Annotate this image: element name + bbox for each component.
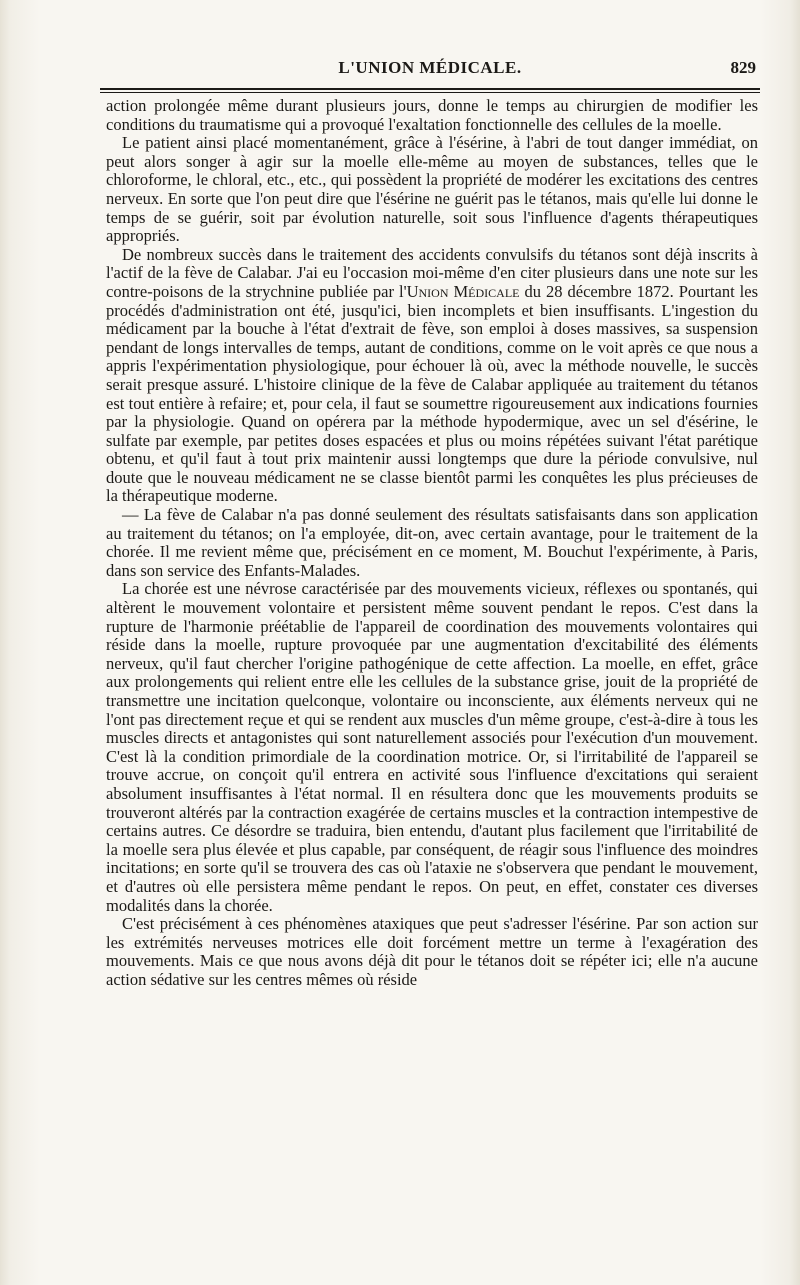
paragraph: — La fève de Calabar n'a pas donné seulement des résultats satisfaisants dans son application au traitement du tétanos; on l'a employée, dit-on, avec certain avantage, pour le traitement de la chorée. Il me revient même que, précisément en ce moment, M. Bouchut l'expérimente, à Paris, dans son service des Enfants-Malades. — [106, 505, 758, 580]
paragraph: C'est précisément à ces phénomènes ataxiques que peut s'adresser l'ésérine. Par son action sur les extrémités nerveuses motrices elle doit forcément mettre un terme à l'exagération des mouvements. Mais ce que nous avons déjà dit pour le tétanos doit se répéter ici; elle n'a aucune action sédative sur les centres mêmes où réside — [106, 914, 758, 989]
page-header — [100, 56, 760, 86]
paragraph: La chorée est une névrose caractérisée par des mouvements vicieux, réflexes ou spontanés, qui altèrent le mouvement volontaire et persistent même souvent pendant le repos. C'est dans la rupture de l'harmonie préétablie de l'appareil de coordination des mouvements volontaires qui réside dans la moelle, rupture provoquée par une augmentation d'excitabilité des éléments nerveux, qu'il faut chercher l'origine pathogénique de cette affection. La moelle, en effet, grâce aux prolongements qui relient entre elle les cellules de la substance grise, jouit de la propriété de transmettre une incitation quelconque, volontaire ou inconsciente, aux éléments nerveux qui ne l'ont pas directement reçue et qui se rendent aux muscles d'un même groupe, c'est-à-dire à tous les muscles directs et antagonistes qui sont naturellement associés pour l'exécution d'un mouvement. C'est là la condition primordiale de la coordination motrice. Or, si l'irritabilité de l'appareil se trouve accrue, on conçoit qu'il entrera en activité sous l'influence d'excitations qui seraient absolument insuffisantes à l'état normal. Il en résultera donc que les mouvements produits se trouveront altérés par la contraction exagérée de certains muscles et la contraction intempestive de certains autres. Ce désordre se traduira, bien entendu, d'autant plus facilement que l'irritabilité de la moelle sera plus élevée et plus capable, par conséquent, de réagir sous l'influence des moindres incitations; en sorte qu'il se trouvera des cas où l'ataxie ne s'observera que pendant le mouvement, et d'autres où elle persistera même pendant le repos. On peut, en effet, constater ces diverses modalités dans la chorée. — [106, 579, 758, 915]
paragraph — [106, 246, 758, 506]
running-title: L'UNION MÉDICALE. — [338, 58, 522, 77]
paragraph: Le patient ainsi placé momentanément, grâce à l'ésérine, à l'abri de tout danger immédiat, on peut alors songer à agir sur la moelle elle-même au moyen de substances, telles que le chloroforme, le chloral, etc., etc., qui possèdent la propriété de modérer les excitations des centres nerveux. En sorte que l'on peut dire que l'ésérine ne guérit pas le tétanos, mais qu'elle lui donne le temps de se guérir, soit par évolution naturelle, soit sous l'influence d'agents thérapeutiques appropriés. — [106, 133, 758, 246]
page-number: 829 — [730, 58, 756, 77]
paragraph: action prolongée même durant plusieurs jours, donne le temps au chirurgien de modifier les conditions du traumatisme qui a provoqué l'exaltation fonctionnelle des cellules de la moelle. — [106, 96, 758, 134]
paragraph-text: De nombreux succès dans le traitement des accidents convulsifs du tétanos sont déjà inscrits à l'actif de la fève de Calabar. J'ai eu l'occasion moi-même d'en citer plusieurs dans une note sur les contre-poisons de la strychnine publiée par l' — [106, 244, 758, 301]
paragraph-text: du 28 décembre 1872. Pourtant les procédés d'administration ont été, jusqu'ici, bien incomplets et bien insuffisants. L'ingestion du médicament par la bouche à l'état d'extrait de fève, son emploi à doses massives, sa suspension pendant de longs intervalles de temps, autant de conditions, comme on le voit après ce que nous a appris l'expérimentation physiologique, pour échouer là où, avec la méthode nouvelle, le succès serait presque assuré. L'histoire clinique de la fève de Calabar appliquée au traitement du tétanos est tout entière à refaire; et, pour cela, il faut se soumettre rigoureusement aux indications fournies par la physiologie. Quand on opérera par la méthode hypodermique, avec un sel d'ésérine, le sulfate par exemple, par petites doses espacées et plus ou moins répétées suivant l'état parétique obtenu, et qu'il faut à tout prix maintenir aussi longtemps que dure la période convulsive, nul doute que le nouveau médicament ne se classe bientôt parmi les conquêtes les plus précieuses de la thérapeutique moderne. — [106, 281, 758, 506]
journal-name: Union Médicale — [406, 281, 520, 301]
header-rule — [100, 88, 760, 93]
article-body — [106, 97, 758, 990]
